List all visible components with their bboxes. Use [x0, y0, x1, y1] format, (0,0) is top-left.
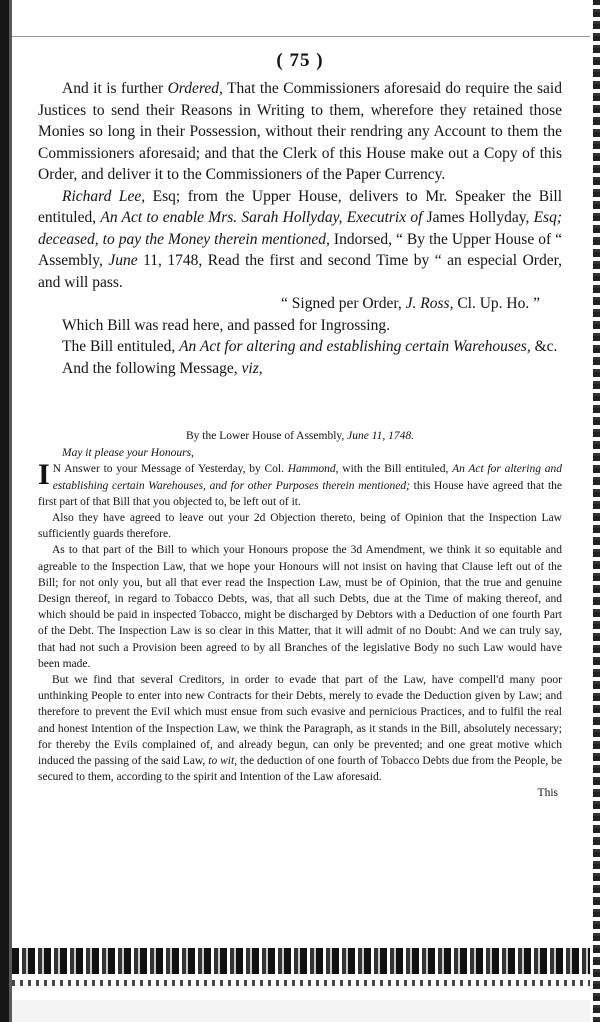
drop-cap: I	[38, 458, 50, 492]
page-bottom-margin	[12, 1000, 590, 1022]
message-salutation: May it please your Honours,	[62, 447, 194, 460]
page-stack-edge-lower	[12, 980, 590, 986]
paragraph-order: And it is further Ordered, That the Commissioners aforesaid do require the said Justices to send their Reasons in Writing to them, wherefore they retained those Monies so long in their Possession, without their rendring any Account to them the Commissioners aforesaid; and that the Clerk of this House make out a Copy of this Order, and deliver it to the Commissioners of the Paper Currency.	[38, 80, 562, 183]
main-text	[38, 78, 562, 379]
paragraph-bill-delivered: Richard Lee, Esq; from the Upper House, delivers to Mr. Speaker the Bill entituled, An Act to enable Mrs. Sarah Hollyday, Executrix of James Hollyday, Esq; deceased, to pay the Money therein mentioned, Indorsed, “ By the Upper House of “ Assembly, June 11, 1748, Read the first and second Time by “ an especial Order, and will pass.	[38, 187, 562, 291]
message-block	[38, 428, 562, 802]
catchword: This	[537, 787, 558, 800]
page-stack-edge	[12, 948, 590, 974]
message-paragraph-2: Also they have agreed to leave out your 2d Objection thereto, being of Opinion that the Inspection Law sufficiently guards therefore.	[38, 512, 562, 541]
binding-shadow	[0, 0, 9, 1022]
message-paragraph-3: As to that part of the Bill to which your Honours propose the 3d Amendment, we think it so equitable and agreable to the Inspection Law, that we hope your Honours will not insist on having that Clause left out of the Bill; for not only you, but all that ever read the Inspection Law, must be of Opinion, that the true and genuine Design thereof, in regard to Tobacco Debts, was, that all such Debts, due at the Time of making thereof, and which should be paid in inspected Tobacco, might be discharged by Debtors with a Deduction of one fourth Part of the Debt. The Inspection Law is so clear in this Matter, that it will admit of no Doubt: And we can truly say, that had not such a Provision been agreed to by all Branches of the legislative Body no such Law would have been made.	[38, 544, 562, 670]
message-heading: By the Lower House of Assembly, June 11, 1748.	[185, 430, 415, 442]
binding-edge	[9, 0, 12, 1022]
signature-line: “ Signed per Order, J. Ross, Cl. Up. Ho. ”	[281, 295, 540, 312]
paragraph-message-intro: And the following Message, viz,	[62, 359, 263, 377]
message-paragraph-1: I N Answer to your Message of Yesterday, by Col. Hammond, with the Bill entituled, An Act for altering and establishing certain Warehouses, and for other Purposes therein mentioned; this House have agreed that the first part of that Bill that you objected to, be left out of it.	[38, 458, 562, 508]
page-number: ( 75 )	[276, 50, 324, 71]
paragraph-bill-passed: Which Bill was read here, and passed for Ingrossing.	[62, 316, 390, 334]
top-rule	[12, 36, 590, 37]
message-paragraph-4: But we find that several Creditors, in order to evade that part of the Law, have compell'd many poor unthinking People to enter into new Contracts for their Debts, merely to evade the Deduction given by Law; and therefore to prevent the Evil which must ensue from such evasive and pernicious Practices, and to fulfil the real and honest Intention of the Inspection Law, we think the Paragraph, as it stands in the Bill, absolutely necessary; for thereby the Evils complained of, and already begun, can only be prevented; and one great motive which induced the passing of the said Law, to wit, the deduction of one fourth of Tobacco Debts due from the People, be secured to them, according to the spirit and Intention of the Law aforesaid.	[38, 674, 562, 784]
paragraph-warehouses-bill: The Bill entituled, An Act for altering and establishing certain Warehouses, &c.	[62, 338, 558, 355]
page-edge-right	[593, 0, 600, 1022]
